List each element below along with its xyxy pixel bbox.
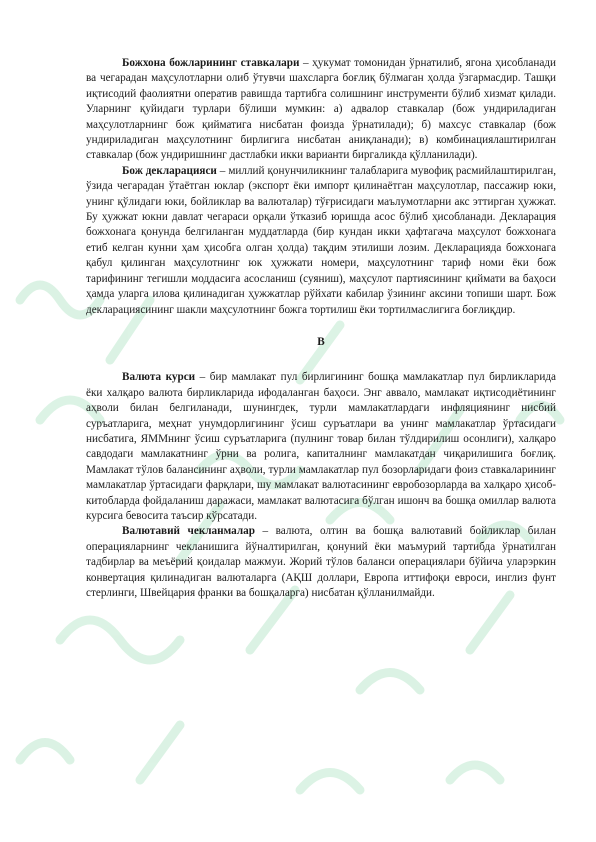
paragraph-customs-declaration bbox=[86, 164, 556, 318]
definition-customs-rates: – ҳукумат томонидан ўрнатилиб, ягона ҳисобланади ва чегарадан маҳсулотларни олиб ўтувчи шахсларга боғлиқ бўлмаган ҳолда ўзгармасдир. Ташқи иқтисодий фаолиятни оператив равишда тартибга солишнинг инструменти бўлиб хизмат қилади. Уларнинг қуйидаги турлари бўлиши мумкин: а) адвалор ставкалар (бож ундириладиган маҳсулотларнинг бож қийматига нисбатан фоизда ўрнатилади); б) махсус ставкалар (бож ундириладиган маҳсулотнинг бирлигига нисбатан аниқланади); в) комбинациялаштирилган ставкалар (бож ундиришнинг дастлабки икки варианти биргаликда қўлланилади). bbox=[86, 57, 556, 162]
definition-exchange-rate: – бир мамлакат пул бирлигининг бошқа мамлакатлар пул бирликларида ёки халқаро валюта бирликларида ифодаланган баҳоси. Энг аввало, мамлакат иқтисодиётининг аҳволи билан белгиланади, шунингдек, турли мамлакатлардаги инфляциянинг нисбий суръатларига, меҳнат унумдорлигининг ўсиш суръатлари ва унинг мамлакатлар ўртасидаги нисбатига, ЯММнинг ўсиш суръатларига (пулнинг товар билан тўлдирилиш осонлиги), халқаро савдодаги мамлакатнинг ўрни ва ролига, капиталнинг мамлакатдан чиқарилишига боғлиқ. Мамлакат тўлов балансининг аҳволи, турли мамлакатлар пул бозорларидаги фоиз ставкаларининг мамлакатлар ўртасидаги фарқлари, шу мамлакат валютасининг евробозорларда ва халқаро ҳисоб-китобларда фойдаланиш даражаси, мамлакат валютасига бўлган ишонч ва бошқа омиллар валюта курсига бевосита таъсир кўрсатади. bbox=[86, 371, 556, 522]
term-customs-rates: Божхона божларининг ставкалари bbox=[122, 57, 300, 69]
term-exchange-rate: Валюта курси bbox=[122, 371, 196, 384]
definition-customs-declaration: – миллий қонунчиликнинг талабларига мувофиқ расмийлаштирилган, ўзида чегарадан ўтаётган юклар (экспорт ёки импорт қилинаётган маҳсулотлар, пассажир юки, унинг қўлидаги юки, бойликлар ва валюталар) тўғрисидаги маълумотларни акс эттирган ҳужжат. Бу ҳужжат юкни давлат чегараси орқали ўтказиб юришда асос бўлиб ҳисобланади. Декларация божхонага қонунда белгиланган муддатларда (бир кундан икки ҳафтагача маҳсулот божхонага етиб келган кунни ҳам ҳисобга олган ҳолда) тақдим этилиши лозим. Декларацияда божхонага қабул қилинган маҳсулотнинг юк ҳужжати номери, маҳсулотнинг тариф номи ёки бож тарифининг тегишли моддасига асосланиш (суяниш), маҳсулот партиясининг қиймати ва баҳоси ҳамда уларга илова қилинадиган ҳужжатлар рўйхати кабилар ўзининг аксини топиши шарт. Бож декларациясининг шакли маҳсулотнинг божга тортилиш ёки тортилмаслигига боғлиқдир. bbox=[86, 164, 556, 316]
paragraph-exchange-rate bbox=[86, 370, 556, 524]
term-customs-declaration: Бож декларацияси bbox=[122, 164, 217, 177]
paragraph-currency-restrictions bbox=[86, 524, 556, 601]
document-page bbox=[86, 56, 556, 601]
section-letter: В bbox=[317, 335, 325, 348]
definition-currency-restrictions: – валюта, олтин ва бошқа валютавий бойликлар билан операцияларнинг чекланишига йўналтирилган, қонуний ёки маъмурий тартибда ўрнатилган тадбирлар ва меъёрий қоидалар мажмуи. Жорий тўлов баланси операциялари бўйича уларэркин конвертация қилинадиган валюталарга (АҚШ доллари, Европа иттифоқи евроси, инглиз фунт стерлинги, Швейцария франки ва бошқаларга) нисбатан қўлланилмайди. bbox=[86, 525, 557, 599]
paragraph-customs-rates bbox=[86, 56, 556, 164]
term-currency-restrictions: Валютавий чекланмалар bbox=[122, 525, 255, 538]
